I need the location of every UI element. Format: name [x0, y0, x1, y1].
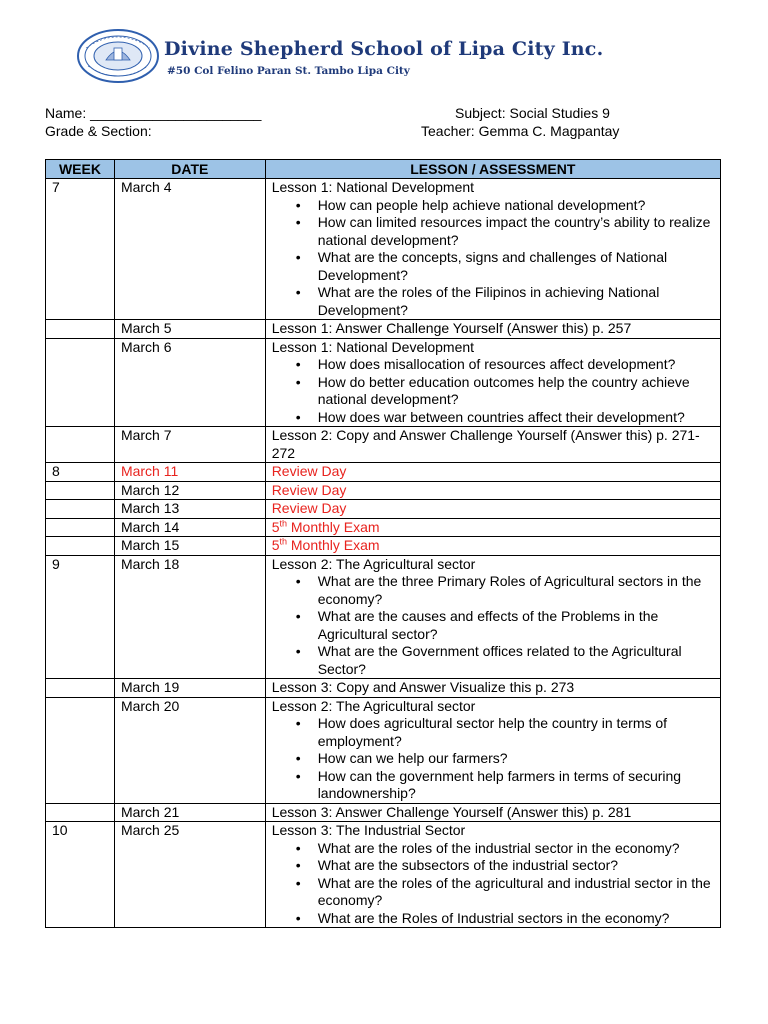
exam-number: 5 [271, 518, 280, 535]
question-item: • How can the government help farmers in terms of securing landownership? [318, 768, 720, 803]
school-header [76, 24, 696, 88]
week-cell: 9 [46, 555, 115, 679]
table-row [46, 463, 721, 482]
table-row [46, 518, 721, 537]
date-cell: March 13 [114, 500, 265, 519]
week-cell [46, 518, 115, 537]
question-item: • How does agricultural sector help the country in terms of employment? [318, 715, 720, 750]
lesson-cell [265, 338, 720, 427]
week-cell [46, 338, 115, 427]
week-cell [46, 320, 115, 339]
date-cell: March 25 [114, 822, 265, 928]
lesson-cell [265, 179, 720, 320]
question-list [272, 197, 720, 320]
lesson-column-header: LESSON / ASSESSMENT [265, 160, 720, 179]
schedule-table [45, 159, 721, 928]
lesson-cell: Review Day [265, 500, 720, 519]
lesson-cell: Lesson 3: Copy and Answer Visualize this p. 273 [265, 679, 720, 698]
lesson-title: Lesson 2: The Agricultural sector [271, 555, 476, 572]
date-cell: March 4 [114, 179, 265, 320]
question-item: • What are the causes and effects of the Problems in the Agricultural sector? [318, 608, 720, 643]
question-item: • What are the three Primary Roles of Agricultural sectors in the economy? [318, 573, 720, 608]
lesson-cell [265, 697, 720, 803]
table-row [46, 427, 721, 463]
lesson-cell: Lesson 3: Answer Challenge Yourself (Answer this) p. 281 [265, 803, 720, 822]
table-row [46, 555, 721, 679]
table-row [46, 179, 721, 320]
date-cell: March 15 [114, 537, 265, 556]
date-cell: March 18 [114, 555, 265, 679]
question-item: • How do better education outcomes help the country achieve national development? [318, 374, 720, 409]
lesson-cell: Review Day [265, 481, 720, 500]
lesson-cell [265, 518, 720, 537]
table-row [46, 481, 721, 500]
table-row [46, 537, 721, 556]
week-cell: 8 [46, 463, 115, 482]
exam-label: Monthly Exam [287, 537, 380, 553]
question-item: • What are the Roles of Industrial sectors in the economy? [318, 910, 720, 928]
lesson-title: Lesson 2: The Agricultural sector [271, 697, 476, 714]
table-header-row [46, 160, 721, 179]
exam-label: Monthly Exam [287, 518, 380, 535]
table-row [46, 320, 721, 339]
grade-section-label: Grade & Section: [45, 123, 152, 139]
lesson-cell: Review Day [265, 463, 720, 482]
date-column-header: DATE [114, 160, 265, 179]
exam-number: 5 [271, 537, 280, 553]
week-cell [46, 803, 115, 822]
table-row [46, 803, 721, 822]
school-seal-logo [76, 28, 160, 84]
ordinal-suffix: th [279, 536, 287, 547]
question-list [272, 840, 720, 928]
teacher-label: Teacher: Gemma C. Magpantay [421, 123, 620, 139]
question-item: • How can people help achieve national development? [318, 197, 720, 215]
lesson-cell [265, 555, 720, 679]
question-item: • What are the roles of the Filipinos in achieving National Development? [318, 284, 720, 319]
lesson-cell: Lesson 2: Copy and Answer Challenge Yourself (Answer this) p. 271-272 [265, 427, 720, 463]
table-row [46, 500, 721, 519]
name-field-label: Name: ______________________ [45, 105, 262, 121]
question-item: • What are the Government offices related to the Agricultural Sector? [318, 643, 720, 678]
subject-label: Subject: Social Studies 9 [455, 105, 610, 121]
date-cell: March 11 [114, 463, 265, 482]
date-cell: March 20 [114, 697, 265, 803]
question-item: • How does misallocation of resources affect development? [318, 356, 720, 374]
date-cell: March 6 [114, 338, 265, 427]
lesson-title: Lesson 1: National Development [271, 338, 475, 355]
date-cell: March 14 [114, 518, 265, 537]
question-item: • How can limited resources impact the country’s ability to realize national development? [318, 214, 720, 249]
question-item: • What are the roles of the industrial sector in the economy? [318, 840, 720, 858]
lesson-title: Lesson 1: National Development [271, 179, 475, 195]
question-list [272, 715, 720, 803]
question-item: • What are the concepts, signs and challenges of National Development? [318, 249, 720, 284]
lesson-title: Lesson 3: The Industrial Sector [271, 822, 466, 838]
date-cell: March 21 [114, 803, 265, 822]
lesson-cell [265, 822, 720, 928]
week-cell [46, 481, 115, 500]
week-cell: 7 [46, 179, 115, 320]
date-cell: March 5 [114, 320, 265, 339]
school-name: Divine Shepherd School of Lipa City Inc. [164, 38, 604, 60]
week-cell [46, 537, 115, 556]
week-cell [46, 697, 115, 803]
question-item: • What are the subsectors of the industrial sector? [318, 857, 720, 875]
ordinal-suffix: th [279, 517, 287, 528]
table-row [46, 338, 721, 427]
date-cell: March 12 [114, 481, 265, 500]
question-item: • How can we help our farmers? [318, 750, 720, 768]
week-cell [46, 679, 115, 698]
week-cell [46, 500, 115, 519]
table-row [46, 822, 721, 928]
lesson-cell: Lesson 1: Answer Challenge Yourself (Answer this) p. 257 [265, 320, 720, 339]
table-row [46, 697, 721, 803]
week-cell [46, 427, 115, 463]
week-column-header: WEEK [46, 160, 115, 179]
question-list [272, 573, 720, 678]
question-item: • How does war between countries affect their development? [318, 409, 720, 427]
lesson-cell [265, 537, 720, 556]
date-cell: March 7 [114, 427, 265, 463]
question-list [272, 356, 720, 426]
question-item: • What are the roles of the agricultural and industrial sector in the economy? [318, 875, 720, 910]
school-address: #50 Col Felino Paran St. Tambo Lipa City [167, 65, 410, 77]
week-cell: 10 [46, 822, 115, 928]
table-row [46, 679, 721, 698]
date-cell: March 19 [114, 679, 265, 698]
